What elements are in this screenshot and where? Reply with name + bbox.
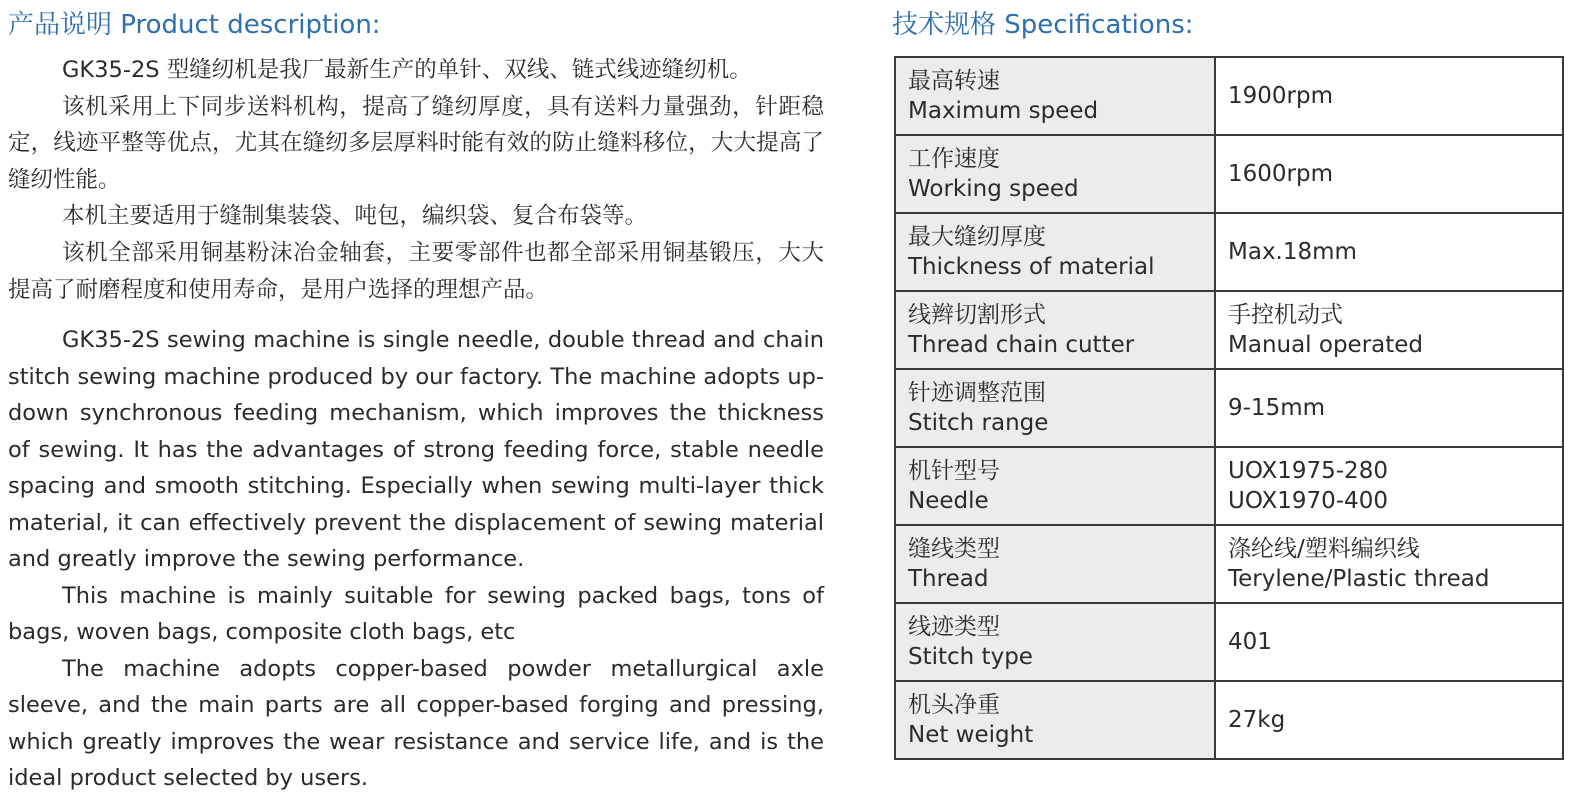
spec-value: Manual operated: [1228, 332, 1424, 358]
spec-value-cell: [1215, 213, 1563, 291]
spec-value: UOX1970-400: [1228, 488, 1388, 514]
spec-label-cell: [895, 291, 1215, 369]
product-description-body: [8, 52, 824, 797]
spec-value: 手控机动式: [1228, 302, 1343, 328]
spec-label-cell: [895, 603, 1215, 681]
spec-value: 1600rpm: [1228, 161, 1333, 187]
spec-value: 1900rpm: [1228, 83, 1333, 109]
spec-label-cell: [895, 369, 1215, 447]
spec-label-en: Thread chain cutter: [908, 332, 1135, 358]
spec-value: 9-15mm: [1228, 395, 1326, 421]
spec-value-cell: [1215, 447, 1563, 525]
spec-value-cell: [1215, 291, 1563, 369]
description-cn-paragraph: GK35-2S 型缝纫机是我厂最新生产的单针、双线、链式线迹缝纫机。: [62, 57, 752, 83]
spec-label-cell: [895, 135, 1215, 213]
spec-value: Max.18mm: [1228, 239, 1357, 265]
spec-label-en: Stitch range: [908, 410, 1049, 436]
spec-label-en: Maximum speed: [908, 98, 1099, 124]
description-en-paragraph: This machine is mainly suitable for sewing packed bags, tons of bags, woven bags, composite cloth bags, etc: [8, 582, 824, 646]
description-en-paragraph: The machine adopts copper-based powder metallurgical axle sleeve, and the main parts are all copper-based forging and pressing, which greatly improves the wear resistance and service life, and is the ideal product selected by users.: [8, 655, 824, 792]
description-cn-paragraph: 该机采用上下同步送料机构，提高了缝纫厚度，具有送料力量强劲，针距稳定，线迹平整等优点，尤其在缝纫多层厚料时能有效的防止缝料移位，大大提高了缝纫性能。: [8, 93, 824, 193]
spec-label-cn: 线迹类型: [908, 614, 1000, 640]
spec-label-cell: [895, 213, 1215, 291]
spec-value-cell: [1215, 681, 1563, 759]
description-en-paragraph: GK35-2S sewing machine is single needle, double thread and chain stitch sewing machine produced by our factory. The machine adopts up-down synchronous feeding mechanism, which improves the thickness of sewing. It has the advantages of strong feeding force, stable needle spacing and smooth stitching. Especially when sewing multi-layer thick material, it can effectively prevent the displacement of sewing material and greatly improve the sewing performance.: [8, 327, 824, 573]
spec-label-cn: 机头净重: [908, 692, 1000, 718]
specifications-table-body: [895, 57, 1563, 759]
spec-label-cn: 缝线类型: [908, 536, 1000, 562]
spec-label-cn: 工作速度: [908, 146, 1000, 172]
spec-value: 涤纶线/塑料编织线: [1228, 536, 1420, 562]
spec-label-en: Net weight: [908, 722, 1034, 748]
spec-value-cell: [1215, 135, 1563, 213]
spec-value: Terylene/Plastic thread: [1228, 566, 1490, 592]
spec-label-cell: [895, 447, 1215, 525]
spec-label-en: Needle: [908, 488, 989, 514]
spec-label-cn: 线辫切割形式: [908, 302, 1046, 328]
spec-row: [895, 57, 1563, 135]
spec-label-cn: 最高转速: [908, 68, 1000, 94]
spec-value: 401: [1228, 629, 1272, 655]
spec-label-cell: [895, 525, 1215, 603]
spec-row: [895, 603, 1563, 681]
spec-row: [895, 447, 1563, 525]
spec-row: [895, 213, 1563, 291]
spec-value: 27kg: [1228, 707, 1286, 733]
spec-value: UOX1975-280: [1228, 458, 1388, 484]
spec-value-cell: [1215, 525, 1563, 603]
spec-label-en: Working speed: [908, 176, 1079, 202]
spec-label-cell: [895, 57, 1215, 135]
description-cn-paragraph: 本机主要适用于缝制集装袋、吨包，编织袋、复合布袋等。: [62, 203, 648, 230]
paragraph-spacer: [8, 308, 824, 322]
spec-label-cn: 机针型号: [908, 458, 1000, 484]
spec-row: [895, 135, 1563, 213]
description-cn-paragraph: 该机全部采用铜基粉沫冶金轴套，主要零部件也都全部采用铜基锻压，大大提高了耐磨程度和使用寿命，是用户选择的理想产品。: [8, 239, 824, 303]
product-description-title: 产品说明 Product description:: [8, 10, 381, 40]
spec-value-cell: [1215, 369, 1563, 447]
specifications-title: 技术规格 Specifications:: [892, 10, 1194, 40]
spec-label-cell: [895, 681, 1215, 759]
spec-value-cell: [1215, 603, 1563, 681]
spec-row: [895, 369, 1563, 447]
spec-row: [895, 291, 1563, 369]
specifications-table: [894, 56, 1564, 760]
spec-row: [895, 681, 1563, 759]
spec-label-cn: 最大缝纫厚度: [908, 224, 1046, 250]
spec-label-en: Stitch type: [908, 644, 1033, 670]
spec-label-en: Thread: [908, 566, 989, 592]
spec-value-cell: [1215, 57, 1563, 135]
spec-label-en: Thickness of material: [908, 254, 1155, 280]
spec-row: [895, 525, 1563, 603]
spec-label-cn: 针迹调整范围: [908, 380, 1046, 406]
